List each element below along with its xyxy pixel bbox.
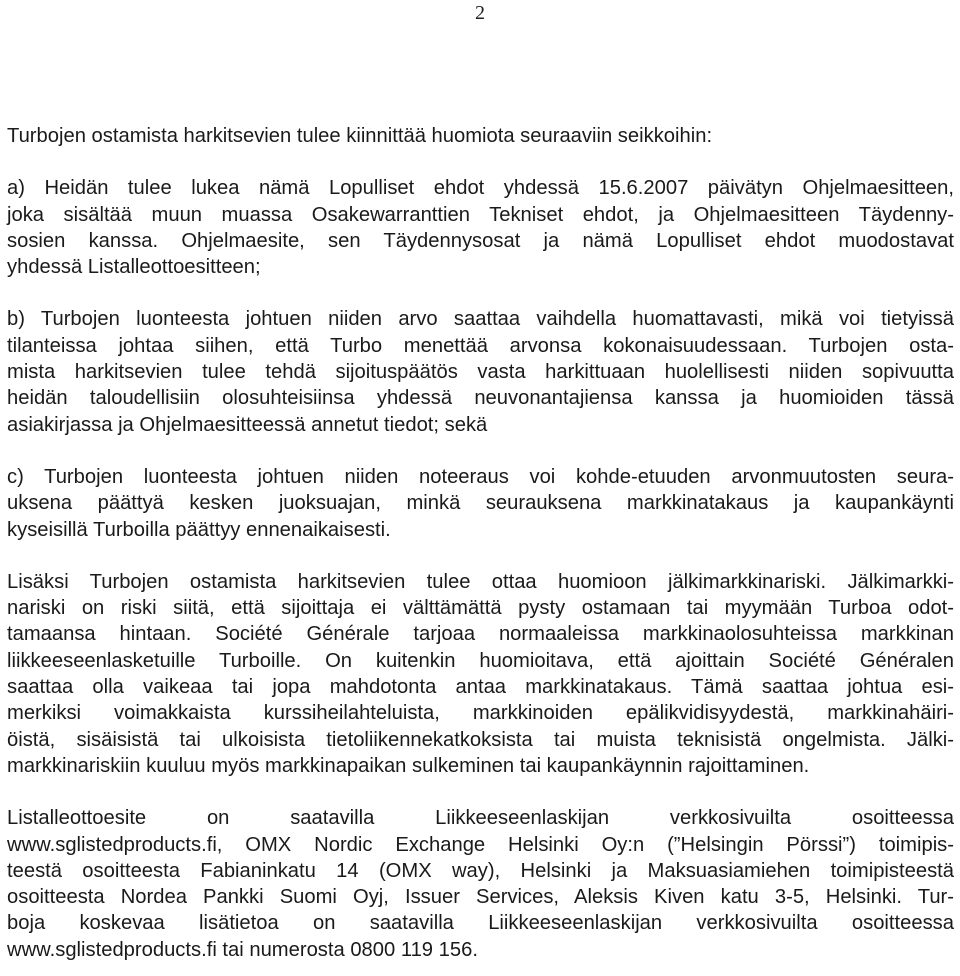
text-line: sosien kanssa. Ohjelmaesite, sen Täydennysosat ja nämä Lopulliset ehdot muodostavat — [7, 229, 954, 252]
paragraph-gap — [7, 280, 954, 306]
text-line: uksena päättyä kesken juoksuajan, minkä seurauksena markkinatakaus ja kaupankäynti — [7, 492, 954, 515]
text-line: liikkeeseenlasketuille Turboille. On kuitenkin huomioitava, että ajoittain Société Généralen — [7, 649, 954, 672]
secondary-market-paragraph — [7, 569, 954, 779]
text-line: yhdessä Listalleottoesitteen; — [7, 256, 261, 279]
paragraph-gap — [7, 543, 954, 569]
text-line: teestä osoitteesta Fabianinkatu 14 (OMX way), Helsinki ja Maksuasiamiehen toimipisteestä — [7, 859, 954, 882]
intro-paragraph — [7, 123, 954, 149]
text-line: heidän taloudellisiin olosuhteisiinsa yhdessä neuvonantajiensa kanssa ja huomioiden tässä — [7, 387, 954, 410]
text-line: c) Turbojen luonteesta johtuen niiden noteeraus voi kohde-etuuden arvonmuutosten seura- — [7, 465, 954, 488]
paragraph-gap — [7, 438, 954, 464]
text-line: mista harkitsevien tulee tehdä sijoituspäätös vasta harkittuaan huolellisesti niiden sopivuutta — [7, 361, 954, 384]
document-body — [7, 123, 954, 963]
text-line: asiakirjassa ja Ohjelmaesitteessä annetut tiedot; sekä — [7, 413, 488, 436]
text-line: boja koskevaa lisätietoa on saatavilla Liikkeeseenlaskijan verkkosivuilta osoitteessa — [7, 912, 954, 935]
text-line: Listalleottoesite on saatavilla Liikkeeseenlaskijan verkkosivuilta osoitteessa — [7, 807, 954, 830]
paragraph-gap — [7, 779, 954, 805]
text-line: b) Turbojen luonteesta johtuen niiden arvo saattaa vaihdella huomattavasti, mikä voi tietyissä — [7, 308, 954, 331]
text-line: osoitteesta Nordea Pankki Suomi Oyj, Issuer Services, Aleksis Kiven katu 3-5, Helsinki. Tur- — [7, 886, 954, 909]
text-line: tamaansa hintaan. Société Générale tarjoaa normaaleissa markkinaolosuhteissa markkinan — [7, 623, 954, 646]
text-line: www.sglistedproducts.fi tai numerosta 0800 119 156. — [7, 938, 478, 961]
item-a-paragraph — [7, 175, 954, 280]
text-line: saattaa olla vaikeaa tai jopa mahdotonta antaa markkinatakaus. Tämä saattaa johtua esi- — [7, 676, 954, 699]
paragraph-gap — [7, 149, 954, 175]
availability-paragraph — [7, 805, 954, 963]
text-line: nariski on riski siitä, että sijoittaja ei välttämättä pysty ostamaan tai myymään Turboa odot- — [7, 597, 954, 620]
text-line: merkiksi voimakkaista kurssiheilahteluista, markkinoiden epälikvidisyydestä, markkinahäiri- — [7, 702, 954, 725]
text-line: joka sisältää muun muassa Osakewarranttien Tekniset ehdot, ja Ohjelmaesitteen Täydenny- — [7, 203, 954, 226]
text-line: Lisäksi Turbojen ostamista harkitsevien tulee ottaa huomioon jälkimarkkinariski. Jälkimarkki- — [7, 570, 954, 593]
page-number: 2 — [475, 2, 485, 24]
text-line: www.sglistedproducts.fi, OMX Nordic Exchange Helsinki Oy:n (”Helsingin Pörssi”) toimipis- — [7, 833, 954, 856]
text-line: tilanteissa johtaa siihen, että Turbo menettää arvonsa kokonaisuudessaan. Turbojen osta- — [7, 334, 954, 357]
text-line: markkinariskiin kuuluu myös markkinapaikan sulkeminen tai kaupankäynnin rajoittaminen. — [7, 754, 810, 777]
item-c-paragraph — [7, 464, 954, 543]
text-line: kyseisillä Turboilla päättyy ennenaikaisesti. — [7, 518, 391, 541]
text-line: öistä, sisäisistä tai ulkoisista tietoliikennekatkoksista tai muista teknisistä ongelmista. Jälki- — [7, 728, 954, 751]
item-b-paragraph — [7, 306, 954, 437]
text-line: a) Heidän tulee lukea nämä Lopulliset ehdot yhdessä 15.6.2007 päivätyn Ohjelmaesitteen, — [7, 177, 954, 200]
text-line: Turbojen ostamista harkitsevien tulee kiinnittää huomiota seuraaviin seikkoihin: — [7, 125, 713, 147]
